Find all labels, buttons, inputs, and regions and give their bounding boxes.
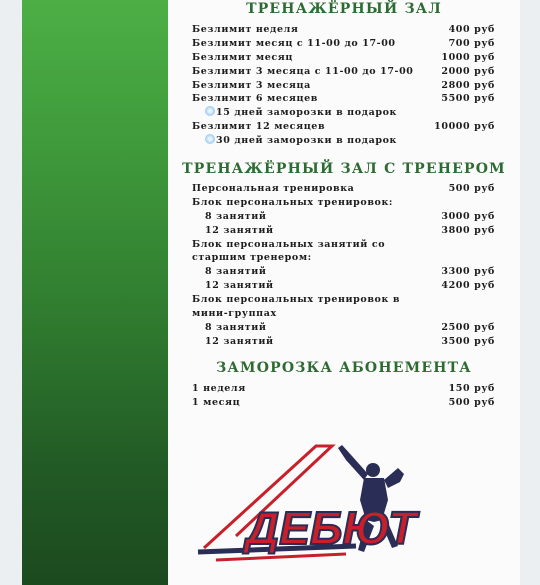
row-name: Безлимит 12 месяцев (192, 121, 326, 133)
note-text: 30 дней заморозки в подарок (216, 135, 397, 147)
price-row (192, 182, 495, 196)
row-price: 5500 руб (441, 93, 495, 105)
row-price: 400 руб (448, 24, 495, 35)
row-name: Блок персональных тренировок: (192, 196, 394, 208)
row-name: 8 занятий (205, 266, 267, 278)
row-price: 2000 руб (441, 65, 495, 77)
row-name: 1 неделя (192, 383, 246, 394)
section-title-freeze: ЗАМОРОЗКА АБОНЕМЕНТА (216, 360, 472, 376)
price-list-freeze (192, 382, 495, 410)
row-price: 10000 руб (434, 121, 495, 133)
price-row (192, 210, 495, 224)
row-name: мини-группах (192, 308, 277, 320)
green-side-band (22, 0, 168, 585)
debut-logo (196, 440, 486, 580)
row-name: Блок персональных занятий со (192, 238, 386, 250)
row-name: Безлимит 3 месяца с 11-00 до 17-00 (192, 65, 414, 77)
price-row (192, 321, 495, 335)
row-price: 3000 руб (441, 210, 495, 222)
price-row (192, 382, 495, 396)
row-price: 1000 руб (441, 51, 495, 63)
row-price: 3500 руб (441, 335, 495, 347)
price-row (192, 265, 495, 279)
row-name: 12 занятий (205, 280, 274, 292)
price-row (192, 279, 495, 293)
row-name: Безлимит неделя (192, 24, 299, 35)
row-name: Блок персональных тренировок в (192, 294, 401, 306)
underline-stroke-red (216, 554, 346, 560)
row-price: 3800 руб (441, 224, 495, 236)
price-row (192, 65, 495, 79)
group-heading (192, 293, 495, 307)
row-price: 500 руб (448, 396, 495, 408)
price-row (192, 92, 495, 106)
price-row (192, 79, 495, 93)
bonus-note (192, 134, 495, 148)
row-price: 150 руб (448, 383, 495, 394)
row-name: 8 занятий (205, 210, 267, 222)
price-list-trainer (192, 182, 495, 349)
row-name: Безлимит месяц (192, 51, 293, 63)
group-heading (192, 251, 495, 265)
right-frame (520, 0, 540, 585)
group-heading (192, 238, 495, 252)
price-row (192, 335, 495, 349)
row-name: 1 месяц (192, 396, 241, 408)
logo-text: ДЕБЮТ (246, 502, 417, 554)
row-name: 12 занятий (205, 335, 274, 347)
price-row (192, 120, 495, 134)
price-row (192, 51, 495, 65)
group-heading (192, 196, 495, 210)
section-title-gym: ТРЕНАЖЁРНЫЙ ЗАЛ (246, 1, 442, 17)
price-row (192, 224, 495, 238)
row-price: 2800 руб (441, 79, 495, 91)
row-name: Безлимит 3 месяца (192, 79, 311, 91)
section-title-trainer: ТРЕНАЖЁРНЫЙ ЗАЛ С ТРЕНЕРОМ (182, 161, 506, 177)
row-name: Безлимит 6 месяцев (192, 93, 318, 105)
row-price: 4200 руб (441, 280, 495, 292)
group-heading (192, 307, 495, 321)
row-name: 8 занятий (205, 321, 267, 333)
row-name: 12 занятий (205, 224, 274, 236)
price-row (192, 23, 495, 37)
snowflake-icon (205, 134, 215, 144)
left-frame (0, 0, 22, 585)
row-name: старшим тренером: (192, 252, 312, 264)
price-row (192, 396, 495, 410)
price-list-gym (192, 23, 495, 148)
row-price: 3300 руб (441, 266, 495, 278)
snowflake-icon (205, 106, 215, 116)
row-name: Безлимит месяц с 11-00 до 17-00 (192, 37, 396, 49)
row-name: Персональная тренировка (192, 183, 355, 194)
note-text: 15 дней заморозки в подарок (216, 107, 397, 119)
row-price: 2500 руб (441, 321, 495, 333)
price-row (192, 37, 495, 51)
row-price: 700 руб (448, 37, 495, 49)
row-price: 500 руб (448, 183, 495, 194)
bonus-note (192, 106, 495, 120)
